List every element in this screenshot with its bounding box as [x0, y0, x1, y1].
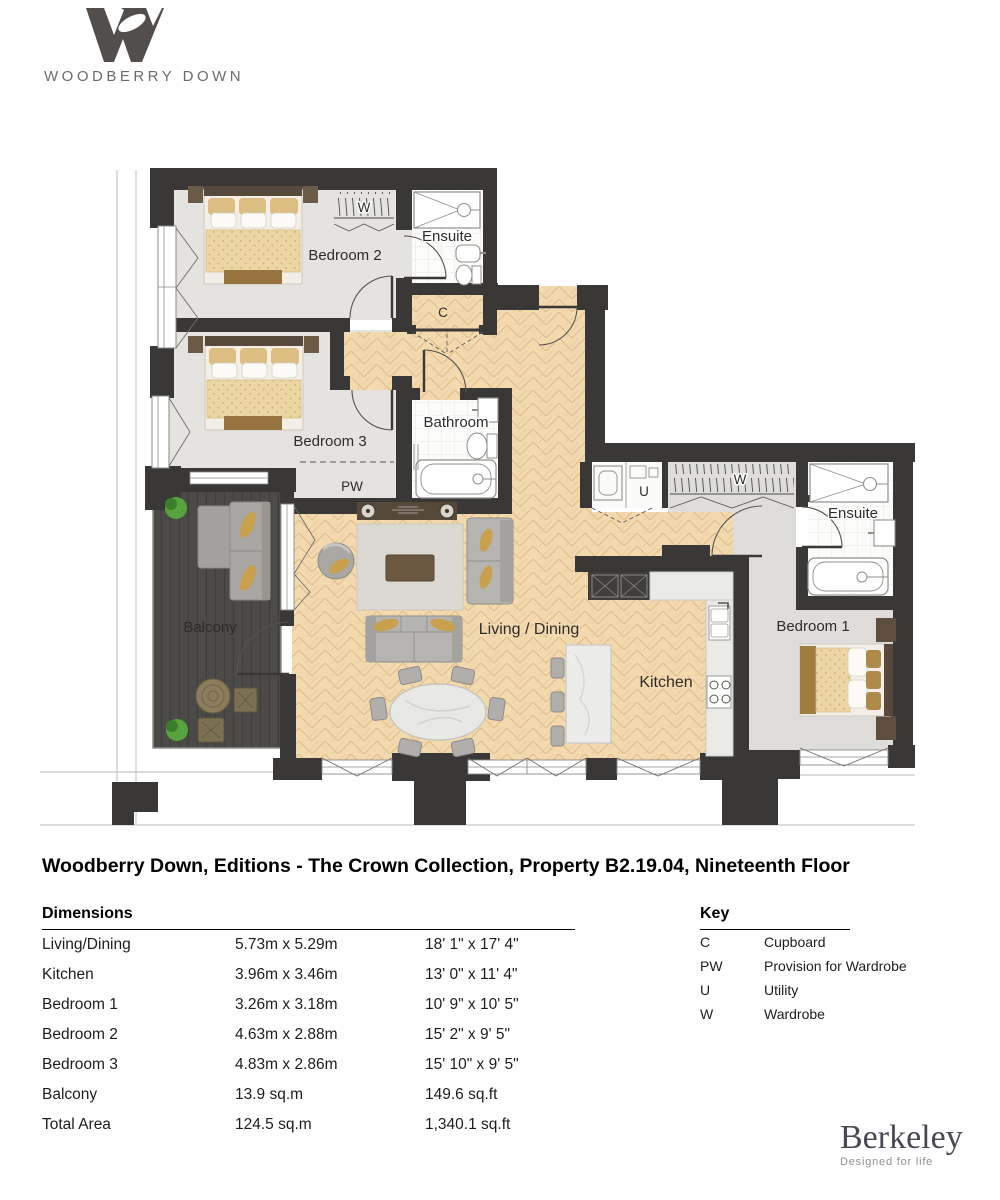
- bathroom-label: Bathroom: [423, 414, 489, 431]
- key-row: U Utility: [700, 982, 799, 998]
- ensuite-right-label: Ensuite: [827, 505, 879, 522]
- ensuite-top-label: Ensuite: [421, 228, 473, 245]
- table-row: Balcony 13.9 sq.m 149.6 sq.ft: [42, 1086, 498, 1103]
- utility-label: U: [639, 484, 649, 499]
- table-row: Kitchen 3.96m x 3.46m 13' 0" x 11' 4": [42, 966, 518, 983]
- key-row: W Wardrobe: [700, 1006, 825, 1022]
- brand-name: WOODBERRY DOWN: [44, 68, 245, 85]
- key-table: [700, 905, 930, 1026]
- table-row: Bedroom 2 4.63m x 2.88m 15' 2" x 9' 5": [42, 1026, 511, 1043]
- pw-label: PW: [341, 479, 363, 494]
- utility-floor: [592, 462, 662, 508]
- cupboard-label: C: [438, 305, 448, 320]
- bedroom2-label: Bedroom 2: [308, 247, 382, 264]
- key-heading: Key: [700, 905, 850, 930]
- dimensions-table: [42, 905, 582, 1140]
- page-title: Woodberry Down, Editions - The Crown Collection, Property B2.19.04, Nineteenth Floor: [42, 855, 850, 877]
- bedroom2-wardrobe-label: W: [357, 200, 371, 215]
- kitchen-label: Kitchen: [639, 674, 693, 691]
- berkeley-logo: [840, 1120, 963, 1168]
- living-dining-label: Living / Dining: [478, 621, 580, 638]
- dimensions-heading: Dimensions: [42, 905, 575, 930]
- bedroom3-label: Bedroom 3: [293, 433, 367, 450]
- table-row: Bedroom 3 4.83m x 2.86m 15' 10" x 9' 5": [42, 1056, 519, 1073]
- berkeley-brand: Berkeley: [840, 1119, 963, 1156]
- bedroom2-bed: [188, 186, 318, 284]
- table-row: Bedroom 1 3.26m x 3.18m 10' 9" x 10' 5": [42, 996, 519, 1013]
- table-row: Total Area 124.5 sq.m 1,340.1 sq.ft: [42, 1116, 511, 1133]
- bedroom3-bed: [188, 336, 319, 430]
- berkeley-tagline: Designed for life: [840, 1155, 934, 1168]
- key-row: PW Provision for Wardrobe: [700, 958, 907, 974]
- hall-wardrobe-label: W: [733, 472, 747, 487]
- key-row: C Cupboard: [700, 934, 826, 950]
- bedroom1-label: Bedroom 1: [776, 618, 850, 635]
- table-row: Living/Dining 5.73m x 5.29m 18' 1" x 17' 4": [42, 936, 519, 953]
- balcony-label: Balcony: [183, 619, 237, 636]
